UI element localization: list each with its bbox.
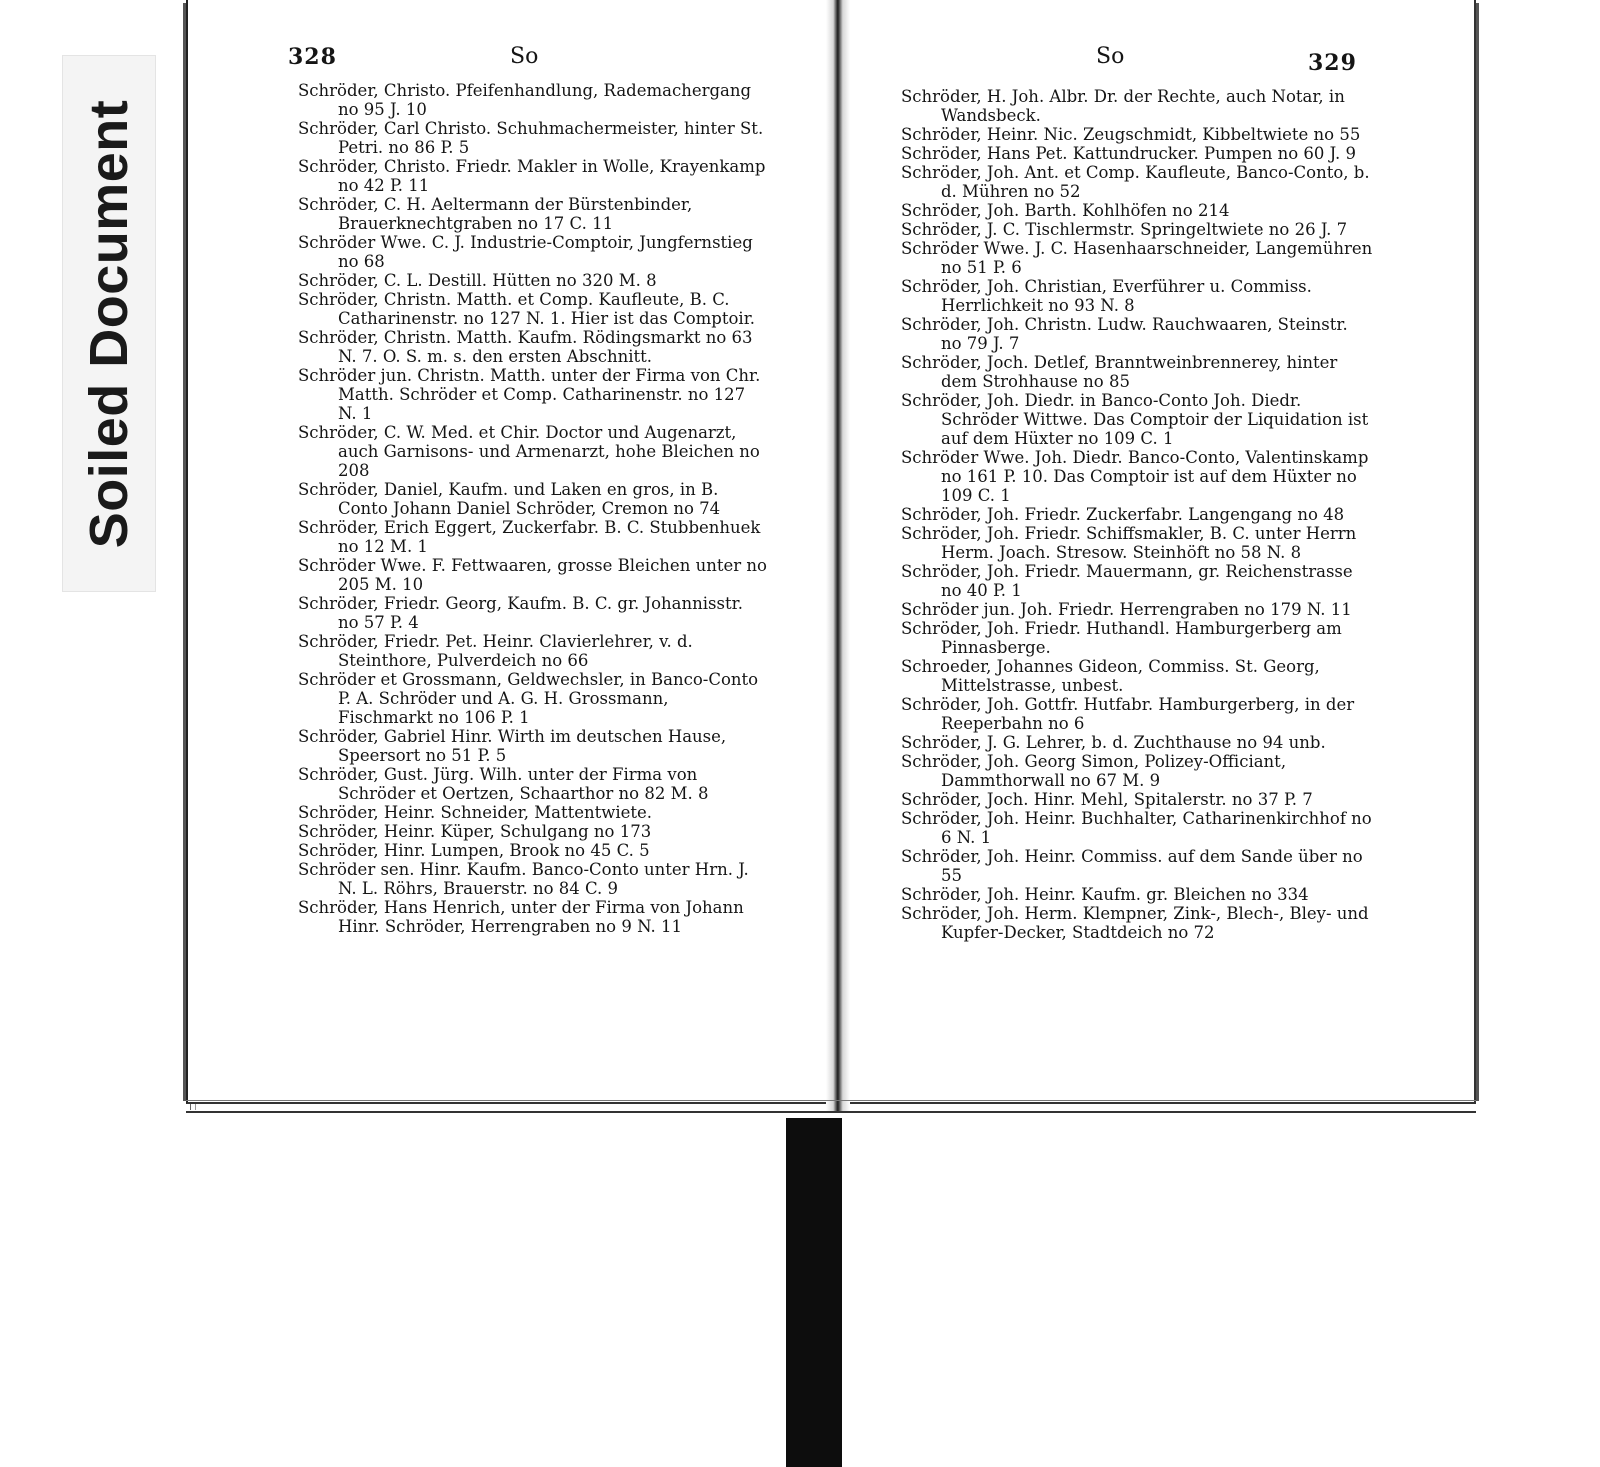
right-page-number: 329 [1308,50,1357,76]
directory-entry: Schröder, Hans Pet. Kattundrucker. Pumpen no 60 J. 9 [901,144,1356,163]
directory-entry: Schröder, Christn. Matth. et Comp. Kaufleute, B. C. Catharinenstr. no 127 N. 1. Hier ist das Comptoir. [298,290,756,328]
directory-entry: Schröder, Joh. Gottfr. Hutfabr. Hamburgerberg, in der Reeperbahn no 6 [901,695,1355,733]
directory-entry: Schröder, Joh. Ant. et Comp. Kaufleute, Banco-Conto, b. d. Mühren no 52 [901,163,1370,201]
directory-entry: Schröder, Heinr. Nic. Zeugschmidt, Kibbeltwiete no 55 [901,125,1361,144]
directory-entry: Schröder, Heinr. Schneider, Mattentwiete. [298,803,653,822]
directory-entry: Schröder, Friedr. Georg, Kaufm. B. C. gr. Johannisstr. no 57 P. 4 [298,594,743,632]
directory-entry: Schröder, Joh. Heinr. Kaufm. gr. Bleichen no 334 [901,885,1309,904]
directory-entry: Schröder, Joch. Hinr. Mehl, Spitalerstr. no 37 P. 7 [901,790,1313,809]
directory-entry: Schröder, Joh. Georg Simon, Polizey-Officiant, Dammthorwall no 67 M. 9 [901,752,1287,790]
directory-entry: Schröder, Joh. Herm. Klempner, Zink-, Blech-, Bley- und Kupfer-Decker, Stadtdeich no 72 [901,904,1369,942]
directory-entry: Schröder, Joh. Friedr. Mauermann, gr. Reichenstrasse no 40 P. 1 [901,562,1353,600]
soiled-document-label [62,55,156,592]
directory-entry: Schröder, Friedr. Pet. Heinr. Clavierlehrer, v. d. Steinthore, Pulverdeich no 66 [298,632,693,670]
directory-entry: Schröder, C. H. Aeltermann der Bürstenbinder, Brauerknechtgraben no 17 C. 11 [298,195,693,233]
directory-entry: Schröder, Joh. Friedr. Schiffsmakler, B. C. unter Herrn Herm. Joach. Stresow. Steinhöft no 58 N. 8 [901,524,1357,562]
directory-entry: Schröder, J. G. Lehrer, b. d. Zuchthause no 94 unb. [901,733,1326,752]
spine-strip [786,1118,842,1467]
left-page-header: So [510,44,539,69]
directory-entry: Schröder Wwe. J. C. Hasenhaarschneider, Langemühren no 51 P. 6 [901,239,1373,277]
book-gutter [826,0,850,1112]
directory-entry: Schröder, Heinr. Küper, Schulgang no 173 [298,822,652,841]
directory-entry: Schröder Wwe. Joh. Diedr. Banco-Conto, Valentinskamp no 161 P. 10. Das Comptoir ist auf dem Hüxter no 109 C. 1 [901,448,1369,505]
directory-entry: Schröder, Joch. Detlef, Branntweinbrennerey, hinter dem Strohhause no 85 [901,353,1338,391]
directory-entry: Schröder, Erich Eggert, Zuckerfabr. B. C. Stubbenhuek no 12 M. 1 [298,518,761,556]
directory-entry: Schröder, Joh. Christian, Everführer u. Commiss. Herrlichkeit no 93 N. 8 [901,277,1312,315]
directory-entry: Schroeder, Johannes Gideon, Commiss. St. Georg, Mittelstrasse, unbest. [901,657,1320,695]
directory-entry: Schröder, Hans Henrich, unter der Firma von Johann Hinr. Schröder, Herrengraben no 9 N. 11 [298,898,744,936]
directory-entry: Schröder, Joh. Heinr. Buchhalter, Catharinenkirchhof no 6 N. 1 [901,809,1372,847]
directory-entry: Schröder, Gust. Jürg. Wilh. unter der Firma von Schröder et Oertzen, Schaarthor no 82 M. 8 [298,765,709,803]
book-spread [186,0,1476,1112]
directory-entry: Schröder jun. Joh. Friedr. Herrengraben no 179 N. 11 [901,600,1352,619]
directory-entry: Schröder, Joh. Friedr. Zuckerfabr. Langengang no 48 [901,505,1345,524]
directory-entry: Schröder Wwe. F. Fettwaaren, grosse Bleichen unter no 205 M. 10 [298,556,767,594]
directory-entry: Schröder, J. C. Tischlermstr. Springeltwiete no 26 J. 7 [901,220,1348,239]
left-page-number: 328 [288,44,337,70]
right-page [838,0,1476,1104]
left-entry-list [298,81,768,936]
directory-entry: Schröder, Hinr. Lumpen, Brook no 45 C. 5 [298,841,650,860]
directory-entry: Schröder, Joh. Christn. Ludw. Rauchwaaren, Steinstr. no 79 J. 7 [901,315,1348,353]
directory-entry: Schröder, H. Joh. Albr. Dr. der Rechte, auch Notar, in Wandsbeck. [901,87,1345,125]
directory-entry: Schröder, Gabriel Hinr. Wirth im deutschen Hause, Speersort no 51 P. 5 [298,727,727,765]
directory-entry: Schröder, Joh. Friedr. Huthandl. Hamburgerberg am Pinnasberge. [901,619,1342,657]
directory-entry: Schröder, Christo. Pfeifenhandlung, Rademachergang no 95 J. 10 [298,81,752,119]
directory-entry: Schröder, Joh. Diedr. in Banco-Conto Joh. Diedr. Schröder Wittwe. Das Comptoir der Liquidation ist auf dem Hüxter no 109 C. 1 [901,391,1369,448]
directory-entry: Schröder, Joh. Barth. Kohlhöfen no 214 [901,201,1230,220]
right-page-header: So [1096,44,1125,69]
left-page [186,0,838,1104]
directory-entry: Schröder, Christo. Friedr. Makler in Wolle, Krayenkamp no 42 P. 11 [298,157,766,195]
directory-entry: Schröder, C. W. Med. et Chir. Doctor und Augenarzt, auch Garnisons- und Armenarzt, hohe Bleichen no 208 [298,423,760,480]
directory-entry: Schröder, Christn. Matth. Kaufm. Rödingsmarkt no 63 N. 7. O. S. m. s. den ersten Abschnitt. [298,328,753,366]
directory-entry: Schröder, C. L. Destill. Hütten no 320 M. 8 [298,271,657,290]
right-entry-list [901,87,1373,942]
directory-entry: Schröder, Daniel, Kaufm. und Laken en gros, in B. Conto Johann Daniel Schröder, Cremon no 74 [298,480,721,518]
label-text: Soiled Document [79,99,139,548]
page-bottom-edge [186,1100,1476,1113]
directory-entry: Schröder et Grossmann, Geldwechsler, in Banco-Conto P. A. Schröder und A. G. H. Grossmann, Fischmarkt no 106 P. 1 [298,670,759,727]
directory-entry: Schröder sen. Hinr. Kaufm. Banco-Conto unter Hrn. J. N. L. Röhrs, Brauerstr. no 84 C. 9 [298,860,749,898]
directory-entry: Schröder Wwe. C. J. Industrie-Comptoir, Jungfernstieg no 68 [298,233,753,271]
directory-entry: Schröder jun. Christn. Matth. unter der Firma von Chr. Matth. Schröder et Comp. Catharinenstr. no 127 N. 1 [298,366,761,423]
directory-entry: Schröder, Joh. Heinr. Commiss. auf dem Sande über no 55 [901,847,1363,885]
directory-entry: Schröder, Carl Christo. Schuhmachermeister, hinter St. Petri. no 86 P. 5 [298,119,764,157]
